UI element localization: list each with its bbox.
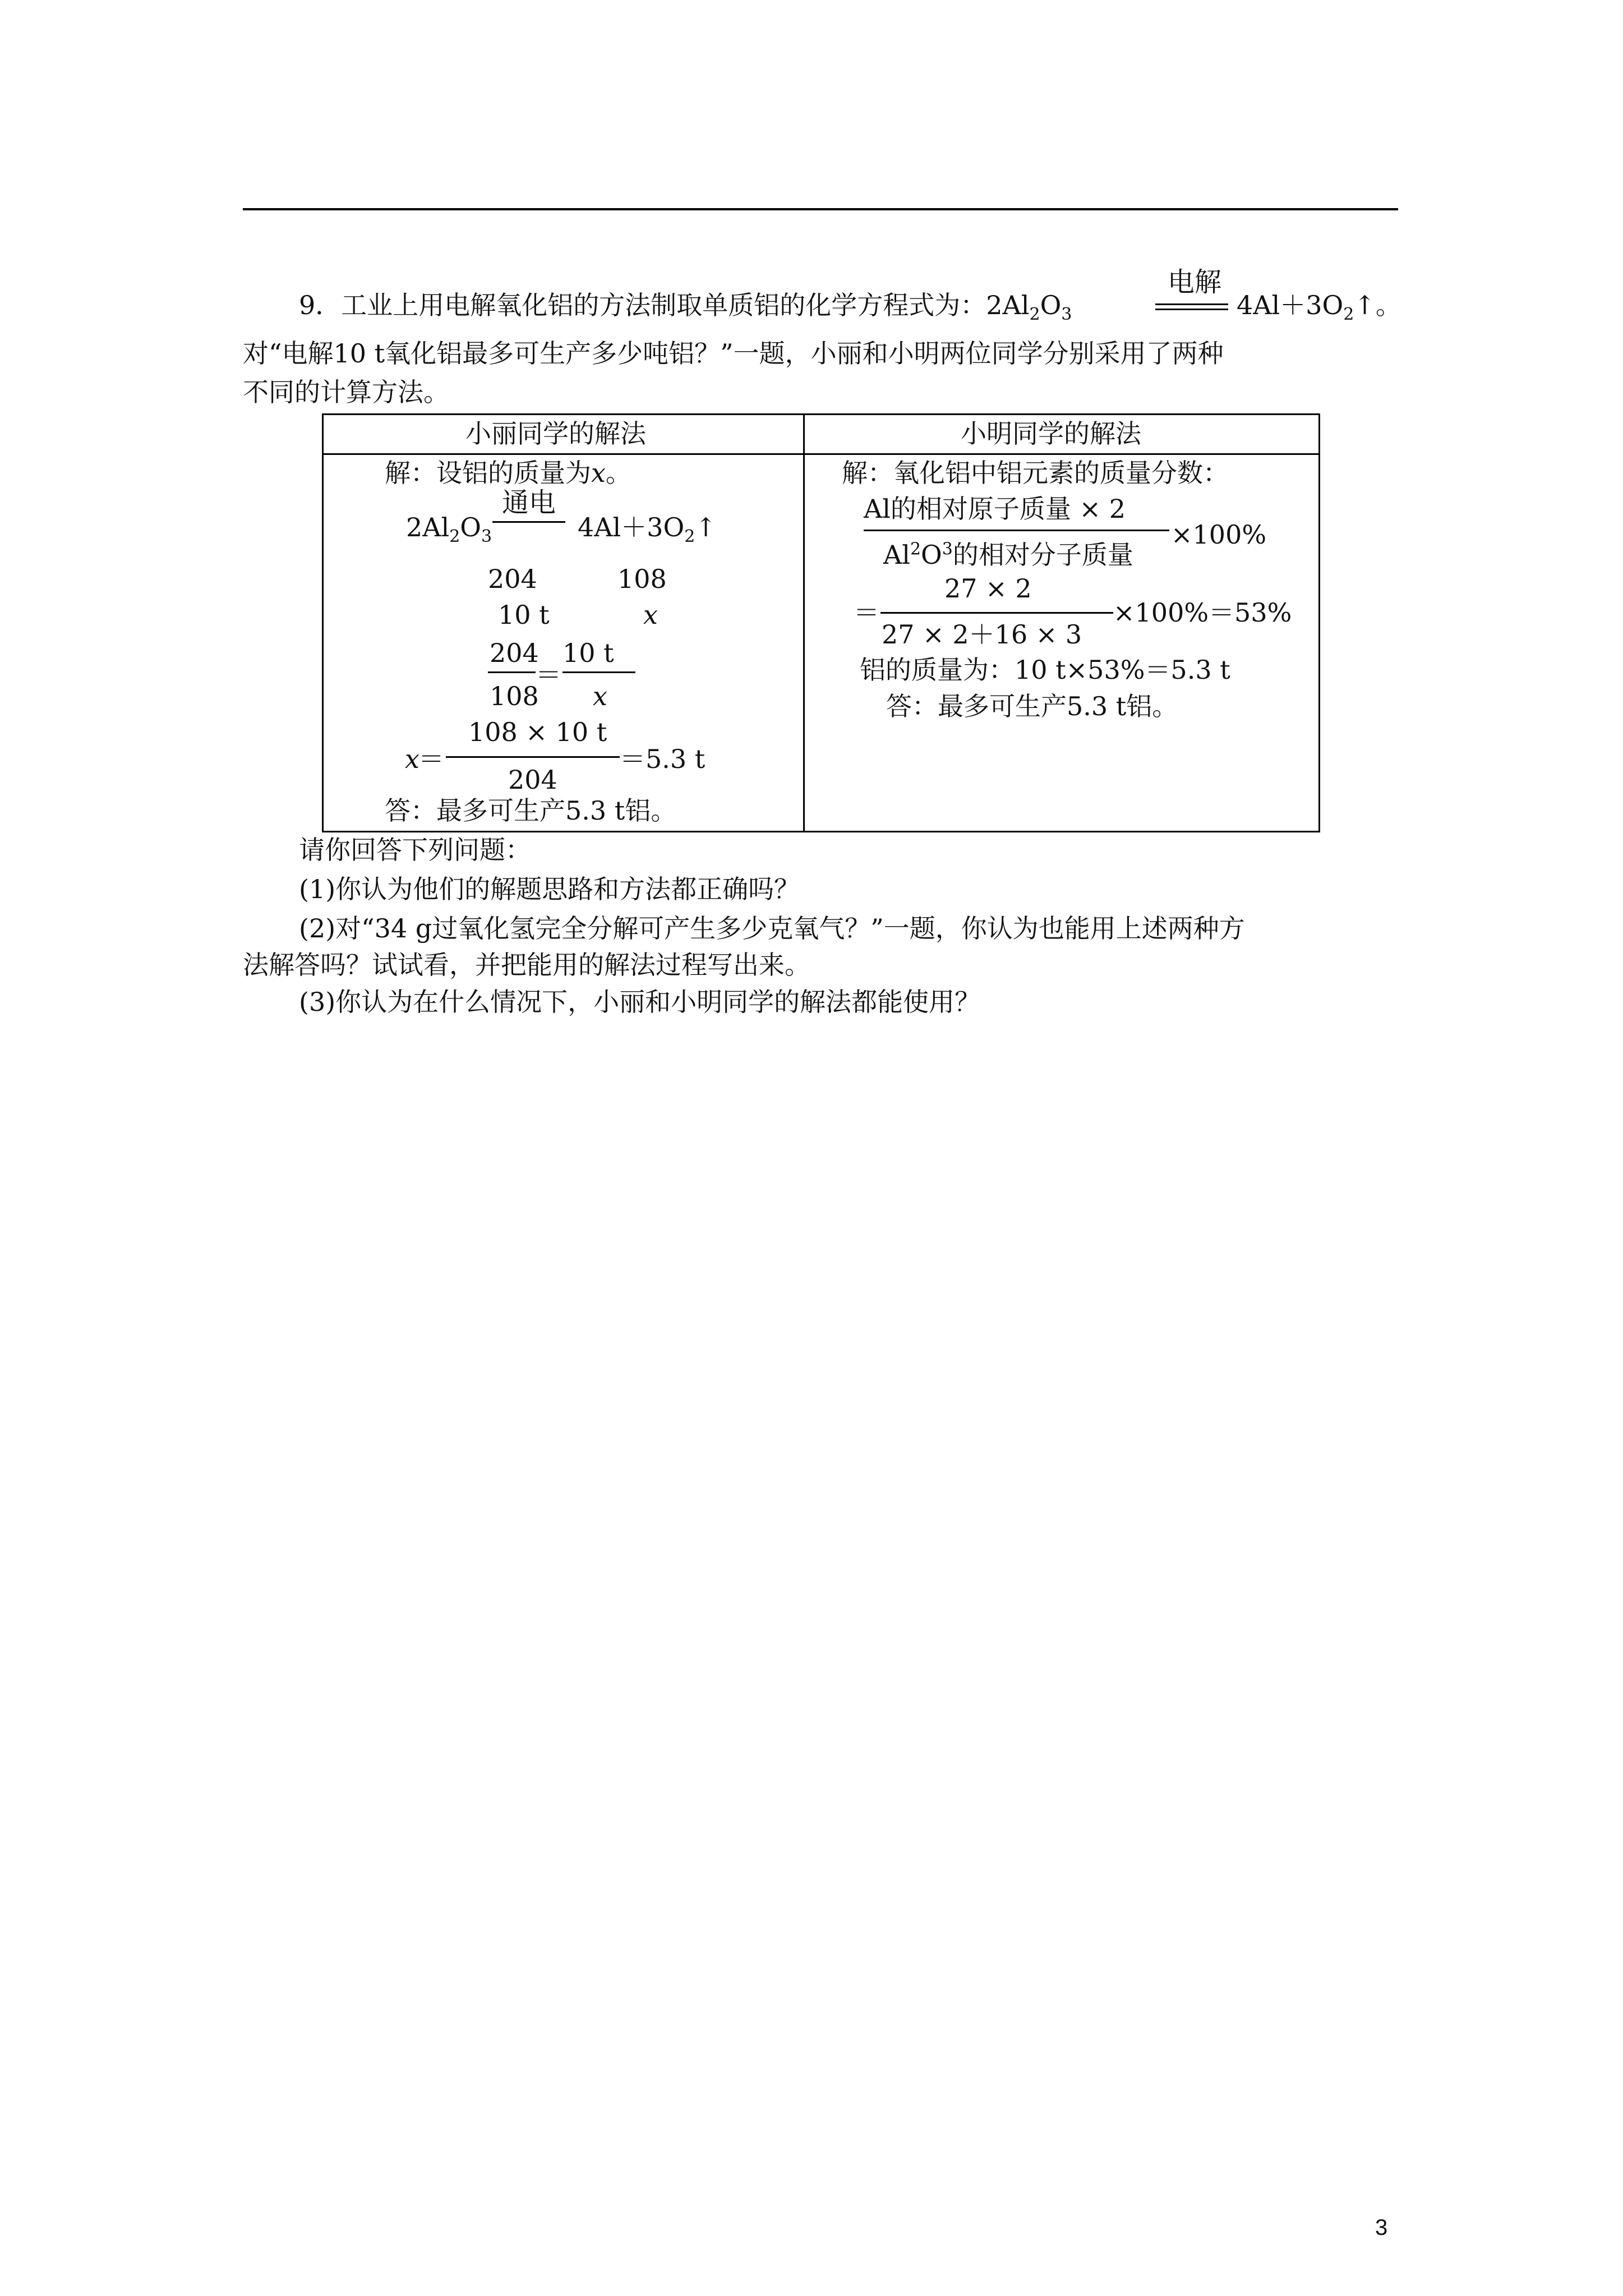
question-line-3: 不同的计算方法。: [243, 377, 449, 407]
xiaoli-x-numerator: 108 × 10 t: [468, 717, 607, 747]
xiaoli-x-label: x: [405, 744, 419, 774]
table-header-divider: [324, 453, 1318, 455]
xiaoli-x-denominator: 204: [508, 765, 557, 795]
question-line-2: 对“电解10 t氧化铝最多可生产多少吨铝？”一题，小丽和小明两位同学分别采用了两种: [243, 338, 1224, 369]
xiaoli-ratio-den-2: x: [593, 681, 607, 711]
question-products: $4Al+3O_2↑$。: [1237, 290, 1401, 325]
followup-q1: (1)你认为他们的解题思路和方法都正确吗？: [299, 874, 800, 904]
xiaoming-frac2-tail: ×100%＝53%: [1113, 597, 1292, 628]
xiaoming-frac2-equals: ＝: [854, 597, 879, 628]
xiaoli-equation-left: $2Al_2O_3$: [406, 512, 492, 547]
xiaoming-frac1-numerator: Al的相对原子质量 × 2: [864, 494, 1126, 524]
xiaoli-given-2: x: [643, 600, 658, 630]
xiaoli-ratio-num-1: 204: [490, 638, 539, 668]
xiaoli-ratio-bar-1: [488, 671, 536, 673]
xiaoming-frac2-denominator: 27 × 2＋16 × 3: [882, 619, 1082, 650]
header-rule: [243, 208, 1398, 210]
xiaoming-step-1: 解：氧化铝中铝元素的质量分数：: [842, 458, 1229, 488]
followup-q3: (3)你认为在什么情况下，小丽和小明同学的解法都能使用？: [299, 987, 981, 1017]
followup-prompt: 请你回答下列问题：: [299, 835, 531, 865]
xiaoli-mass-ratio-2: 108: [617, 564, 667, 594]
xiaoli-x-result: ＝5.3 t: [620, 744, 706, 774]
xiaoming-mass-result: 铝的质量为：10 t×53%＝5.3 t: [860, 655, 1230, 685]
xiaoli-ratio-equals: ＝: [536, 660, 561, 690]
xiaoming-frac1-denominator: $Al^2O^3$的相对分子质量: [883, 539, 1133, 570]
xiaoli-x-equals: ＝: [418, 744, 444, 774]
xiaoli-condition: 通电: [502, 487, 556, 518]
xiaoli-ratio-num-2: 10 t: [562, 638, 614, 668]
col-header-xiaoli: 小丽同学的解法: [465, 418, 646, 449]
table-column-divider: [803, 415, 805, 831]
question-intro: 9．工业上用电解氧化铝的方法制取单质铝的化学方程式为：$2Al_2O_3$: [299, 290, 1072, 325]
xiaoli-answer: 答：最多可生产5.3 t铝。: [385, 795, 677, 826]
xiaoming-frac2-numerator: 27 × 2: [944, 573, 1032, 604]
col-header-xiaoming: 小明同学的解法: [961, 418, 1141, 449]
reaction-arrow-equals: [1155, 303, 1228, 310]
followup-q2-line2: 法解答吗？试试看，并把能用的解法过程写出来。: [243, 950, 810, 980]
page-number: 3: [1375, 2215, 1388, 2240]
xiaoli-equation-right: $4Al+3O_2↑$: [578, 512, 717, 547]
xiaoli-given-1: 10 t: [498, 600, 550, 630]
followup-q2-line1: (2)对“34 g过氧化氢完全分解可产生多少克氧气？”一题，你认为也能用上述两种方: [299, 913, 1245, 944]
xiaoli-x-bar: [446, 756, 620, 758]
xiaoli-ratio-bar-2: [562, 671, 635, 673]
xiaoming-answer: 答：最多可生产5.3 t铝。: [886, 691, 1178, 721]
xiaoming-frac1-bar: [864, 530, 1169, 531]
xiaoli-ratio-den-1: 108: [490, 681, 539, 711]
xiaoli-mass-ratio-1: 204: [488, 564, 537, 594]
electrolysis-condition: 电解: [1168, 266, 1222, 298]
xiaoming-frac1-tail: ×100%: [1171, 519, 1267, 550]
xiaoli-let-statement: 解：设铝的质量为x。: [385, 458, 631, 488]
xiaoli-reaction-line: [492, 521, 565, 523]
xiaoming-frac2-bar: [880, 612, 1113, 614]
